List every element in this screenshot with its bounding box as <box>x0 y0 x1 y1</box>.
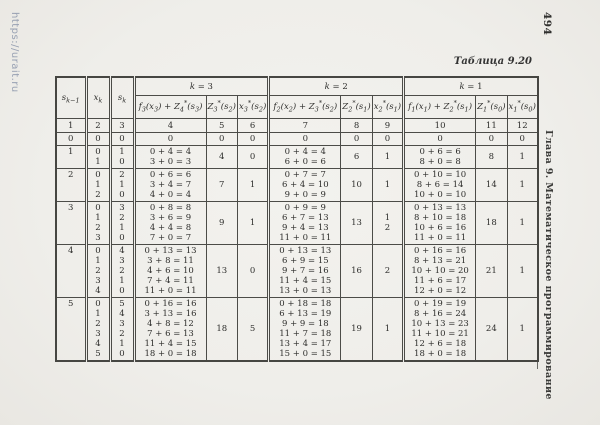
x-opt-cell: 1 <box>507 202 538 245</box>
x-opt-cell: 0 <box>372 133 403 146</box>
x-opt-cell: 1 <box>237 202 268 245</box>
formula-cell: 0 <box>134 133 206 146</box>
formula-cell: 0 + 4 = 4 6 + 0 = 6 <box>269 146 341 169</box>
formula-cell: 0 + 16 = 16 8 + 13 = 21 10 + 10 = 20 11 + 6 = 17 12 + 0 = 12 <box>404 245 476 298</box>
group-header-cell: k = 3 <box>134 77 269 96</box>
x-opt-cell: 1 <box>507 245 538 298</box>
corner-header-cell: $s_{k-1}$ <box>56 77 86 119</box>
page-number: 494 <box>541 12 553 36</box>
column-number-cell: 9 <box>372 119 403 133</box>
column-header-cell: $x_1^*(s_0)$ <box>507 96 538 119</box>
column-number-cell: 4 <box>134 119 206 133</box>
xk-cell: 0 <box>86 133 110 146</box>
formula-cell: 0 + 13 = 13 6 + 9 = 15 9 + 7 = 16 11 + 4 = 15 13 + 0 = 13 <box>269 245 341 298</box>
row-label-cell: 0 <box>56 133 86 146</box>
watermark: https://urait.ru <box>9 12 20 93</box>
sk-cell: 3 2 1 0 <box>110 202 134 245</box>
z-value-cell: 19 <box>341 298 372 362</box>
column-number-cell: 8 <box>341 119 372 133</box>
sk-cell: 2 1 0 <box>110 169 134 202</box>
x-opt-cell: 5 <box>237 298 268 362</box>
column-header-cell: $f_1(x_1) + Z_2^*(s_1)$ <box>404 96 476 119</box>
column-header-cell: $x_3^*(s_2)$ <box>237 96 268 119</box>
column-number-cell: 2 <box>86 119 110 133</box>
corner-header-cell: $x_k$ <box>86 77 110 119</box>
x-opt-cell: 0 <box>237 245 268 298</box>
column-number-cell: 6 <box>237 119 268 133</box>
z-value-cell: 9 <box>206 202 237 245</box>
xk-cell: 0 1 2 3 4 <box>86 245 110 298</box>
formula-cell: 0 + 8 = 8 3 + 6 = 9 4 + 4 = 8 7 + 0 = 7 <box>134 202 206 245</box>
x-opt-cell: 1 <box>372 146 403 169</box>
z-value-cell: 0 <box>206 133 237 146</box>
formula-cell: 0 + 18 = 18 6 + 13 = 19 9 + 9 = 18 11 + 7 = 18 13 + 4 = 17 15 + 0 = 15 <box>269 298 341 362</box>
column-number-cell: 12 <box>507 119 538 133</box>
z-value-cell: 13 <box>341 202 372 245</box>
x-opt-cell: 1 <box>507 298 538 362</box>
column-header-cell: $Z_3^*(s_2)$ <box>206 96 237 119</box>
column-header-cell: $Z_2^*(s_1)$ <box>341 96 372 119</box>
table-row <box>56 202 538 245</box>
sk-cell: 0 <box>110 133 134 146</box>
row-label-cell: 1 <box>56 146 86 169</box>
formula-cell: 0 + 6 = 6 3 + 4 = 7 4 + 0 = 4 <box>134 169 206 202</box>
x-opt-cell: 2 <box>372 245 403 298</box>
row-label-cell: 5 <box>56 298 86 362</box>
table-row <box>56 146 538 169</box>
table-head <box>56 77 538 133</box>
z-value-cell: 8 <box>476 146 507 169</box>
formula-cell: 0 + 7 = 7 6 + 4 = 10 9 + 0 = 9 <box>269 169 341 202</box>
formula-cell: 0 <box>404 133 476 146</box>
column-header-cell: $f_3(x_3) + Z_4^*(s_3)$ <box>134 96 206 119</box>
formula-cell: 0 + 4 = 4 3 + 0 = 3 <box>134 146 206 169</box>
z-value-cell: 18 <box>476 202 507 245</box>
sk-cell: 4 3 2 1 0 <box>110 245 134 298</box>
z-value-cell: 16 <box>341 245 372 298</box>
column-number-cell: 7 <box>269 119 341 133</box>
x-opt-cell: 1 2 <box>372 202 403 245</box>
z-value-cell: 13 <box>206 245 237 298</box>
x-opt-cell: 1 <box>372 169 403 202</box>
row-label-cell: 3 <box>56 202 86 245</box>
column-header-cell: $Z_1^*(s_0)$ <box>476 96 507 119</box>
z-value-cell: 24 <box>476 298 507 362</box>
x-opt-cell: 0 <box>237 146 268 169</box>
xk-cell: 0 1 2 <box>86 169 110 202</box>
formula-cell: 0 + 19 = 19 8 + 16 = 24 10 + 13 = 23 11 + 10 = 21 12 + 6 = 18 18 + 0 = 18 <box>404 298 476 362</box>
chapter-running-head: Глава 9. Математическое программирование <box>543 130 554 400</box>
z-value-cell: 18 <box>206 298 237 362</box>
xk-cell: 0 1 <box>86 146 110 169</box>
formula-cell: 0 + 9 = 9 6 + 7 = 13 9 + 4 = 13 11 + 0 = 11 <box>269 202 341 245</box>
column-number-cell: 10 <box>404 119 476 133</box>
row-label-cell: 2 <box>56 169 86 202</box>
table-row <box>56 298 538 362</box>
formula-cell: 0 + 13 = 13 8 + 10 = 18 10 + 6 = 16 11 + 0 = 11 <box>404 202 476 245</box>
group-header-cell: k = 2 <box>269 77 404 96</box>
x-opt-cell: 1 <box>237 169 268 202</box>
sk-cell: 5 4 3 2 1 0 <box>110 298 134 362</box>
table-row <box>56 133 538 146</box>
z-value-cell: 7 <box>206 169 237 202</box>
x-opt-cell: 0 <box>507 133 538 146</box>
formula-cell: 0 + 6 = 6 8 + 0 = 8 <box>404 146 476 169</box>
x-opt-cell: 1 <box>507 169 538 202</box>
z-value-cell: 0 <box>476 133 507 146</box>
column-number-cell: 3 <box>110 119 134 133</box>
z-value-cell: 0 <box>341 133 372 146</box>
z-value-cell: 4 <box>206 146 237 169</box>
column-number-cell: 5 <box>206 119 237 133</box>
z-value-cell: 10 <box>341 169 372 202</box>
column-number-cell: 11 <box>476 119 507 133</box>
table-body <box>56 133 538 362</box>
row-label-cell: 4 <box>56 245 86 298</box>
z-value-cell: 14 <box>476 169 507 202</box>
formula-cell: 0 + 10 = 10 8 + 6 = 14 10 + 0 = 10 <box>404 169 476 202</box>
column-header-cell: $x_2^*(s_1)$ <box>372 96 403 119</box>
formula-cell: 0 + 16 = 16 3 + 13 = 16 4 + 8 = 12 7 + 6 = 13 11 + 4 = 15 18 + 0 = 18 <box>134 298 206 362</box>
formula-cell: 0 <box>269 133 341 146</box>
z-value-cell: 6 <box>341 146 372 169</box>
x-opt-cell: 1 <box>372 298 403 362</box>
x-opt-cell: 1 <box>507 146 538 169</box>
group-header-cell: k = 1 <box>404 77 538 96</box>
xk-cell: 0 1 2 3 4 5 <box>86 298 110 362</box>
corner-header-cell: $s_k$ <box>110 77 134 119</box>
table-caption: Таблица 9.20 <box>453 56 532 67</box>
dp-table <box>55 76 539 362</box>
table-row <box>56 169 538 202</box>
column-header-cell: $f_2(x_2) + Z_3^*(s_2)$ <box>269 96 341 119</box>
xk-cell: 0 1 2 3 <box>86 202 110 245</box>
x-opt-cell: 0 <box>237 133 268 146</box>
table-row <box>56 245 538 298</box>
formula-cell: 0 + 13 = 13 3 + 8 = 11 4 + 6 = 10 7 + 4 = 11 11 + 0 = 11 <box>134 245 206 298</box>
column-number-cell: 1 <box>56 119 86 133</box>
sk-cell: 1 0 <box>110 146 134 169</box>
z-value-cell: 21 <box>476 245 507 298</box>
